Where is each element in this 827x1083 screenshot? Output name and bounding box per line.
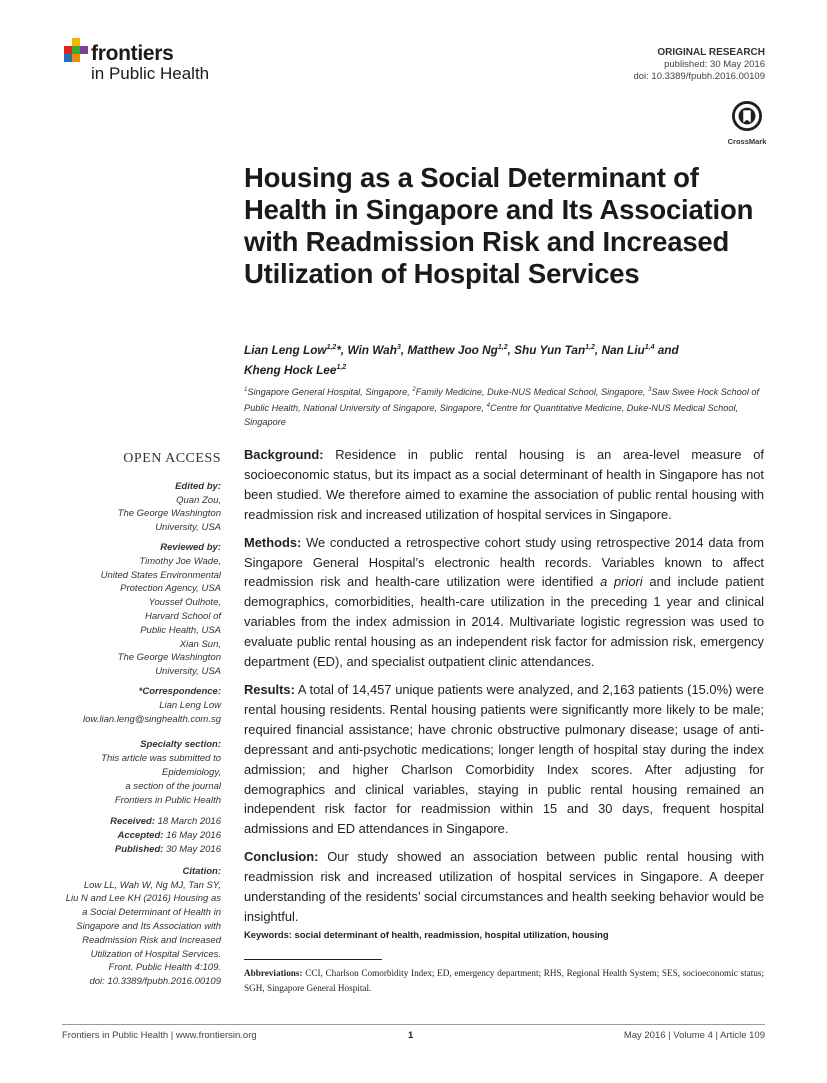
footnote-label: Abbreviations: [244, 968, 303, 978]
author-name[interactable]: Lian Leng Low [244, 342, 327, 357]
specialty-line: a section of the journal [125, 780, 221, 792]
footer-journal-link[interactable]: Frontiers in Public Health | www.frontiersin.org [62, 1030, 257, 1041]
section-label: *Correspondence: [138, 685, 221, 697]
editor-line: Quan Zou, [176, 494, 221, 506]
affiliation-text: Singapore General Hospital, Singapore, [247, 387, 413, 398]
affiliation-number: 3 [648, 387, 652, 393]
footer-issue-info: May 2016 | Volume 4 | Article 109 [623, 1030, 765, 1041]
section-label: Reviewed by: [160, 541, 221, 553]
affiliations [244, 383, 766, 429]
author-list: Lian Leng Low$^{1,2}$*, Win Wah$^3$, Matthew Joo Ng$^{1,2}$, Shu Yun Tan$^{1,2}$, Nan Liu$^{1,4}$ and Kheng Hock Lee$^{1,2}$ [244, 342, 679, 377]
specialty-section [51, 738, 221, 807]
article-meta [633, 47, 765, 83]
journal-logo [63, 38, 243, 88]
reviewer-line: Xian Sun, [179, 638, 221, 650]
abstract-heading: Methods: [244, 534, 302, 550]
correspondence-mark: * [336, 342, 341, 357]
correspondent-email[interactable]: low.lian.leng@singhealth.com.sg [83, 713, 221, 725]
abstract-results [244, 680, 764, 839]
date-label: Published: [114, 843, 164, 855]
article-title: Housing as a Social Determinant of Health in Singapore and Its Association with Readmission Risk and Increased Utilization of Hospital Services [244, 162, 754, 289]
affiliation-number: 4 [486, 403, 490, 410]
citation-line: Singapore and Its Association with [76, 920, 221, 932]
reviewer-line: Harvard School of [144, 610, 221, 622]
affiliation-text: Saw Swee Hock School of Public Health, National University of Singapore, Singapore, [244, 387, 760, 414]
reviewer-line: University, USA [155, 666, 221, 678]
affiliation-text: Centre for Quantitative Medicine, Duke-NUS Medical School, Singapore [244, 403, 739, 428]
published-date: published: 30 May 2016 [664, 59, 765, 70]
crossmark-badge[interactable] [727, 101, 767, 146]
brand-name: frontiers [91, 42, 174, 65]
author-name[interactable]: Nan Liu [601, 342, 645, 357]
citation-line: Readmission Risk and Increased [82, 934, 221, 946]
abbreviations-footnote [244, 966, 764, 996]
date-label: Accepted: [117, 830, 164, 842]
abstract-text: Our study showed an association between public rental housing with readmission risk and increased utilization of hospital services in Singapore. A deeper understanding of the residents’ social circumstances and health seeking behavior would be insightful. [244, 849, 764, 924]
abstract-text: Residence in public rental housing is an area-level measure of socioeconomic status, but its impact as a social determinant of health in Singapore has not been studied. We therefore aimed to examine the association of public rental housing with readmission risk and increased utilization of hospital services in Singapore. [244, 447, 764, 522]
date-value: 30 May 2016 [166, 843, 221, 855]
article-type: ORIGINAL RESEARCH [657, 47, 765, 58]
specialty-line: This article was submitted to [101, 753, 221, 765]
reviewer-line: Public Health, USA [140, 624, 221, 636]
citation-line: Liu N and Lee KH (2016) Housing as [65, 893, 221, 905]
abstract [244, 445, 764, 935]
reviewer-line: The George Washington [117, 652, 221, 664]
affiliation-ref: 1,4 [644, 344, 655, 351]
citation-section [51, 865, 221, 989]
accepted-date [51, 829, 221, 843]
dates-section [51, 815, 221, 856]
reviewer-line: United States Environmental [100, 569, 221, 581]
affiliation-number: 2 [412, 387, 416, 393]
section-label: Citation: [182, 865, 221, 877]
correspondent-name: Lian Leng Low [159, 699, 221, 711]
abstract-conclusion [244, 847, 764, 927]
open-access-label: OPEN ACCESS [123, 451, 221, 466]
specialty-line: Frontiers in Public Health [114, 794, 221, 806]
journal-name: in Public Health [91, 64, 210, 83]
affiliation-ref: 1,2 [336, 363, 347, 371]
frontiers-logo-icon [63, 38, 89, 66]
keywords: Keywords: social determinant of health, readmission, hospital utilization, housing [244, 929, 609, 940]
reviewer-line: Protection Agency, USA [120, 583, 221, 595]
crossmark-label: CrossMark [727, 137, 767, 146]
published-sidebar-date [51, 843, 221, 857]
footnote-text: CCI, Charlson Comorbidity Index; ED, emergency department; RHS, Regional Health System; SES, socioeconomic status; SGH, Singapore General Hospital. [244, 968, 764, 993]
author-name[interactable]: Win Wah [347, 342, 397, 357]
abstract-methods [244, 533, 764, 672]
affiliation-ref: 1,2 [585, 344, 595, 351]
affiliation-text: Family Medicine, Duke-NUS Medical School, Singapore, [415, 387, 648, 398]
author-name[interactable]: Shu Yun Tan [514, 342, 586, 357]
citation-line: a Social Determinant of Health in [82, 907, 221, 919]
specialty-line: Epidemiology, [162, 766, 221, 778]
edited-by-section [51, 480, 221, 535]
reviewer-line: Youssef Oulhote, [148, 597, 221, 609]
affiliation-number: 1 [244, 387, 248, 393]
abstract-italic: a priori [600, 574, 643, 590]
author-name[interactable]: Matthew Joo Ng [407, 342, 498, 357]
article-doi[interactable]: doi: 10.3389/fpubh.2016.00109 [633, 71, 765, 82]
abstract-heading: Results: [244, 681, 295, 697]
section-label: Specialty section: [140, 739, 221, 751]
citation-line: Low LL, Wah W, Ng MJ, Tan SY, [83, 879, 221, 891]
abstract-heading: Conclusion: [244, 849, 319, 865]
article-sidebar [51, 452, 221, 995]
footer-divider [62, 1024, 765, 1025]
date-label: Received: [110, 816, 155, 828]
editor-line: The George Washington [117, 508, 221, 520]
citation-line[interactable]: doi: 10.3389/fpubh.2016.00109 [89, 976, 221, 988]
reviewer-line: Timothy Joe Wade, [139, 555, 221, 567]
received-date [51, 815, 221, 829]
date-value: 18 March 2016 [157, 816, 221, 828]
date-value: 16 May 2016 [166, 830, 221, 842]
reviewed-by-section [51, 541, 221, 679]
affiliation-ref: 3 [396, 344, 401, 351]
footnote-divider [244, 959, 382, 960]
crossmark-icon [732, 101, 762, 131]
citation-line: Utilization of Hospital Services. [90, 948, 221, 960]
abstract-heading: Background: [244, 447, 324, 462]
correspondence-section [51, 685, 221, 726]
abstract-background [244, 445, 764, 525]
editor-line: University, USA [155, 522, 221, 534]
page-number: 1 [408, 1030, 414, 1041]
affiliation-ref: 1,2 [326, 344, 337, 351]
section-label: Edited by: [175, 480, 221, 492]
abstract-text: We conducted a retrospective cohort study using retrospective 2014 data from Singapore General Hospital’s electronic health records. Variables known to affect readmission risk and health-care utilization were identified [244, 534, 764, 590]
citation-line: Front. Public Health 4:109. [108, 962, 221, 974]
abstract-text: and include patient demographics, comorbidities, health-care utilization in the preceding 1 year and clinical variables from the index admission in 2014. Multivariate logistic regression was used to evaluate public rental housing as an independent risk factor for admission risk, emergency department (ED), and specialist outpatient clinic attendances. [244, 574, 764, 670]
affiliation-ref: 1,2 [497, 344, 508, 351]
author-conjunction: and [657, 342, 679, 357]
abstract-text: A total of 14,457 unique patients were analyzed, and 2,163 patients (15.0%) were rental housing residents. Rental housing patients were significantly more likely to be male; required financial assistance; have chronic obstructive pulmonary disease; usage of anti-depressant and anti-psychotic medications; longer length of hospital stay during the index admission; and higher Charlson Comorbidity Index scores. After adjusting for demographics and clinical variables, staying in public rental housing remained an independent risk factor for readmission within 15 and 30 days, frequent hospital admissions and ED attendances in Singapore. [244, 681, 764, 837]
author-name[interactable]: Kheng Hock Lee [244, 362, 337, 377]
